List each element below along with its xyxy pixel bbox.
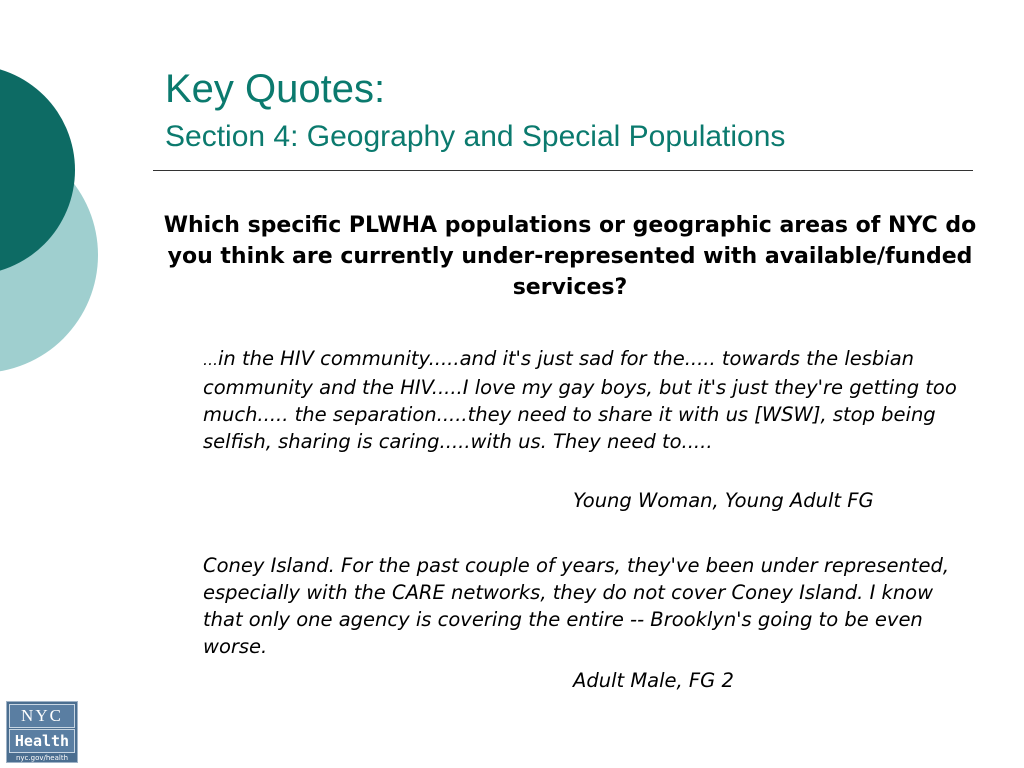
quote-body: in the HIV community.....and it's just sad for the..... towards the lesbian community and the HIV.....I love my gay boys, but it's just they're getting too much..... the separation.....they need to share it with us [WSW], stop being selfish, sharing is caring.....with us. They need to..... [203,347,957,453]
slide-title: Key Quotes: [165,67,386,111]
logo-nyc-text: NYC [9,704,75,728]
logo-health-text: Health [9,729,75,753]
quote-text [203,345,963,455]
title-divider [153,170,973,171]
quote-attribution: Adult Male, FG 2 [573,669,734,692]
nyc-health-logo [6,701,78,763]
quote-text [203,552,963,660]
decorative-circles [0,0,110,420]
focus-question: Which specific PLWHA populations or geographic areas of NYC do you think are currently under-represented with available/funded services? [163,213,977,300]
slide-subtitle: Section 4: Geography and Special Populations [165,120,786,153]
logo-url-text: nyc.gov/health [15,754,69,762]
quote-ellipsis: … [203,351,218,369]
quote-attribution: Young Woman, Young Adult FG [573,489,874,512]
quote-body: Coney Island. For the past couple of years, they've been under represented, especially with the CARE networks, they do not cover Coney Island. I know that only one agency is covering the entire -- Brooklyn's going to be even worse. [203,554,950,658]
